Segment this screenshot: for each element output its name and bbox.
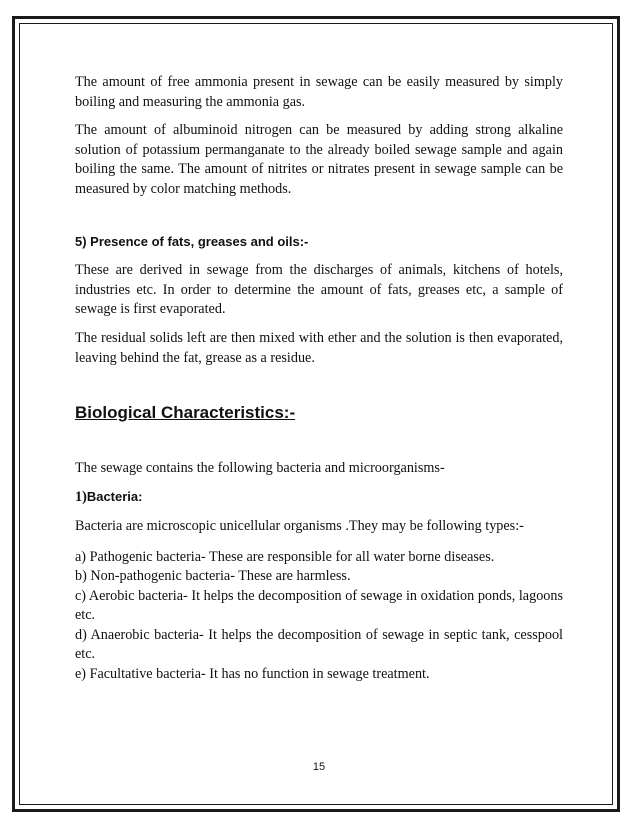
paragraph-free-ammonia: The amount of free ammonia present in sewage can be easily measured by simply boiling and measuring the ammonia gas. xyxy=(75,74,563,110)
list-item-non-pathogenic: b) Non-pathogenic bacteria- These are harmless. xyxy=(75,568,351,585)
list-item-anaerobic: d) Anaerobic bacteria- It helps the decomposition of sewage in septic tank, cesspool etc. xyxy=(75,626,563,663)
heading-biological-characteristics: Biological Characteristics:- xyxy=(75,403,296,423)
paragraph-bacteria-intro: The sewage contains the following bacteria and microorganisms- xyxy=(75,459,445,476)
list-item-facultative: e) Facultative bacteria- It has no function in sewage treatment. xyxy=(75,666,430,683)
list-item-aerobic: c) Aerobic bacteria- It helps the decomposition of sewage in oxidation ponds, lagoons etc. xyxy=(75,587,563,624)
heading-bacteria-label: Bacteria: xyxy=(86,489,143,505)
heading-bacteria xyxy=(75,487,563,508)
heading-fats-greases-oils: 5) Presence of fats, greases and oils:- xyxy=(75,233,309,249)
list-item-pathogenic: a) Pathogenic bacteria- These are responsible for all water borne diseases. xyxy=(75,548,495,565)
paragraph-bacteria-types: Bacteria are microscopic unicellular organisms .They may be following types:- xyxy=(75,517,524,534)
paragraph-fats-source: These are derived in sewage from the discharges of animals, kitchens of hotels, industries etc. In order to determine the amount of fats, greases etc, a sample of sewage is first evaporated. xyxy=(75,262,563,318)
paragraph-residual-solids: The residual solids left are then mixed with ether and the solution is then evaporated, leaving behind the fat, grease as a residue. xyxy=(75,329,563,366)
document-body xyxy=(75,73,563,685)
page-number: 15 xyxy=(312,761,326,773)
heading-bacteria-number: 1) xyxy=(75,489,87,506)
paragraph-albuminoid-nitrogen: The amount of albuminoid nitrogen can be measured by adding strong alkaline solution of potassium permanganate to the already boiled sewage sample and again boiling the same. The amount of nitrites or nitrates present in sewage sample can be measured by color matching methods. xyxy=(75,122,563,197)
